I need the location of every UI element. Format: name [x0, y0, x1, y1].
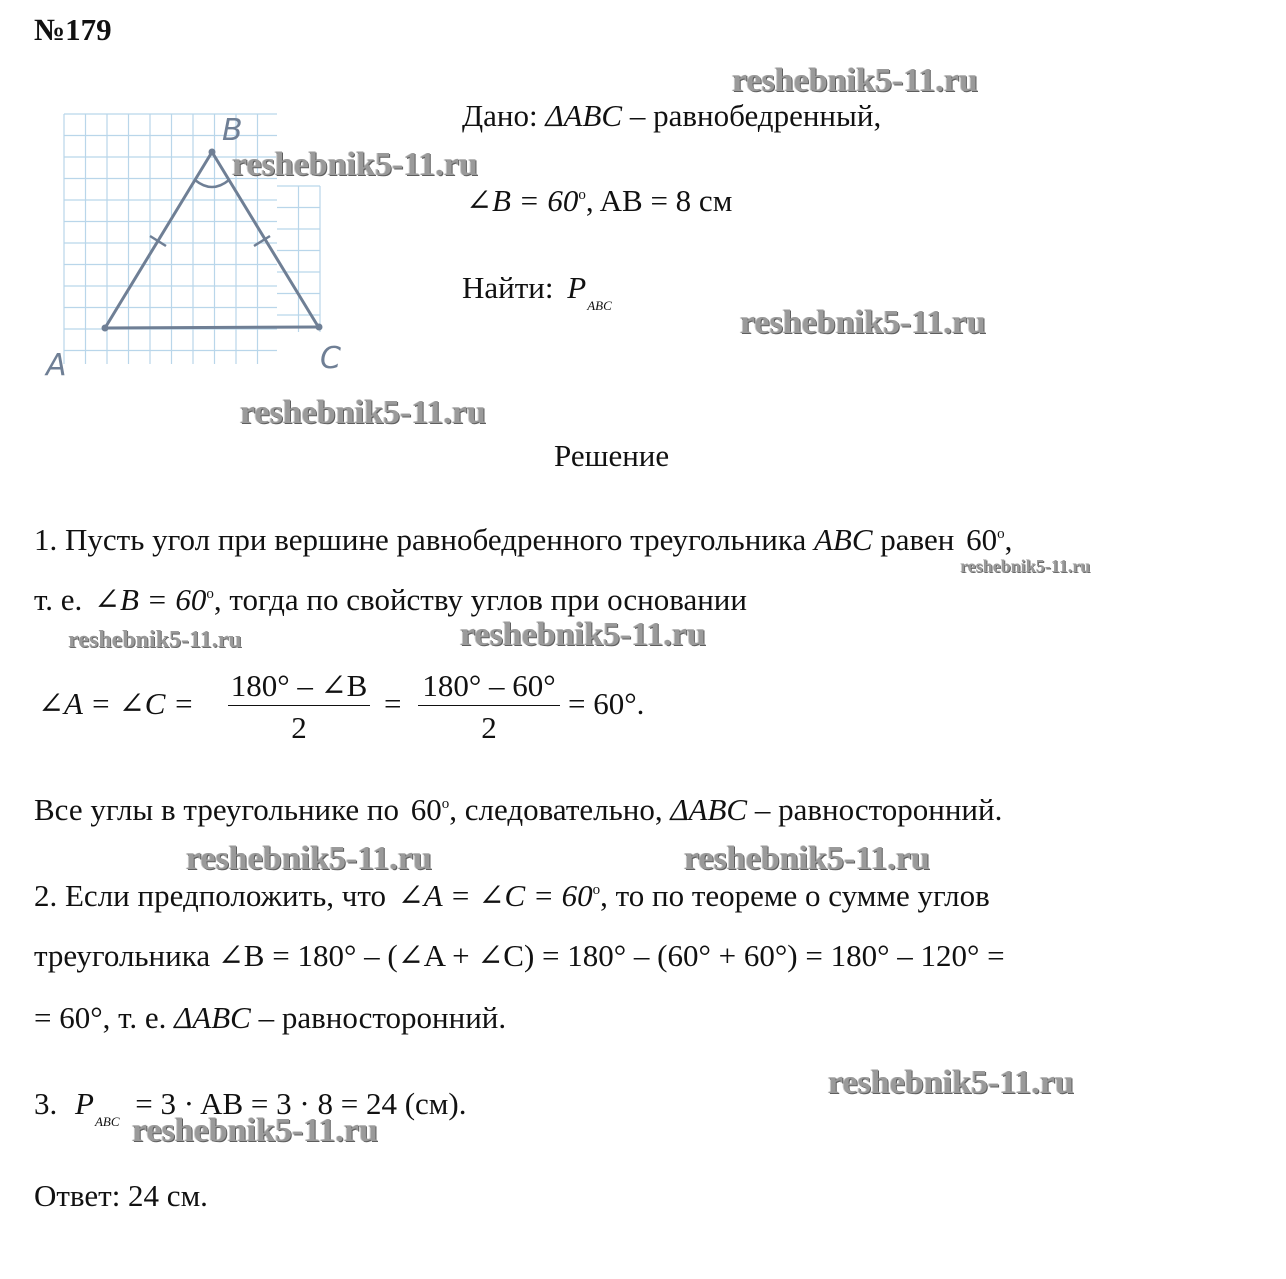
watermark: reshebnik5-11.ru [960, 556, 1091, 576]
conclusion1-triangle: ΔABC [670, 792, 748, 827]
watermark: reshebnik5-11.ru [460, 616, 706, 653]
step2-line1: 2. Если предположить, что ∠A = ∠C = $60^o$, то по теореме о сумме углов [34, 878, 990, 913]
fraction-2-denominator: 2 [481, 710, 497, 745]
step2-equilateral: – равносторонний. [258, 1000, 507, 1035]
conclusion1: Все углы в треугольнике по 60$^o$, следовательно, ΔABC – равносторонний. [34, 792, 1003, 827]
watermark: reshebnik5-11.ru [740, 304, 986, 341]
step3-number: 3. [34, 1086, 58, 1121]
step2-triangle: ΔABC [174, 1000, 251, 1035]
tick-ab [150, 236, 166, 246]
watermark: reshebnik5-11.ru [186, 840, 432, 877]
step1-text: 1. Пусть угол при вершине равнобедренного треугольника [34, 522, 807, 557]
watermark: reshebnik5-11.ru [828, 1064, 1074, 1101]
step1-triangle: ABC [813, 522, 873, 557]
vertex-dot-c [316, 324, 323, 331]
solution-title: Решение [554, 438, 670, 473]
step3-perimeter-sub: ABC [94, 1114, 120, 1129]
watermark: reshebnik5-11.ru [732, 62, 978, 99]
side-ac [105, 327, 319, 328]
fraction-2 [418, 670, 560, 743]
problem-number: №179 [34, 12, 112, 47]
fraction-1-numerator: 180° – ∠B [230, 668, 368, 703]
given-ab: , AB = 8 см [585, 183, 733, 218]
given-line-1 [462, 100, 881, 131]
triangle-figure [42, 100, 372, 390]
eq-mid: = [384, 686, 402, 721]
conclusion1-degree: 60 [410, 792, 442, 827]
step2-line2: треугольника ∠B = 180° – (∠A + ∠C) = 180° – (60° + 60°) = 180° – 120° = [34, 938, 1005, 973]
step1-angle-b: ∠B = 60 [93, 582, 207, 617]
vertex-label-a: A [46, 348, 67, 383]
find-perimeter: P [567, 270, 587, 305]
conclusion1-equilateral: – равносторонний. [754, 792, 1003, 827]
fraction-2-numerator: 180° – 60° [422, 668, 556, 703]
fraction-1 [228, 670, 370, 743]
step2-line3 [34, 1002, 506, 1033]
step3-calculation: = 3 · AB = 3 · 8 = 24 (см). [135, 1086, 467, 1121]
step1-comma: , [1004, 522, 1013, 557]
given-triangle: ΔABC [545, 98, 623, 133]
find-label: Найти: [462, 270, 554, 305]
given-label: Дано: [462, 98, 538, 133]
angle-arc-b [195, 180, 229, 187]
step1-property-text: , тогда по свойству углов при основании [213, 582, 747, 617]
step2-text: 2. Если предположить, что [34, 878, 387, 913]
conclusion1-therefore: , следовательно, [449, 792, 663, 827]
watermark: reshebnik5-11.ru [68, 627, 242, 653]
vertex-dot-a [102, 325, 109, 332]
step1-ie: т. е. [34, 582, 83, 617]
step3-perimeter: P [75, 1086, 94, 1121]
eq-right: = 60°. [568, 686, 645, 721]
conclusion1-text: Все углы в треугольнике по [34, 792, 400, 827]
watermark: reshebnik5-11.ru [132, 1112, 378, 1149]
step1-line1: 1. Пусть угол при вершине равнобедренного треугольника ABC равен 60$^o$, [34, 522, 1013, 557]
watermark: reshebnik5-11.ru [240, 394, 486, 431]
step1-line2: т. е. ∠B = $60^o$, тогда по свойству углов при основании [34, 582, 747, 617]
step2-result: = 60°, т. е. [34, 1000, 167, 1035]
vertex-dot-b [209, 149, 216, 156]
find-line [462, 272, 612, 312]
step1-degree-value: 60 [966, 522, 998, 557]
eq-left: ∠A = ∠C = [38, 686, 195, 721]
vertex-label-c: C [320, 341, 341, 376]
watermark: reshebnik5-11.ru [684, 840, 930, 877]
answer: Ответ: 24 см. [34, 1178, 208, 1213]
step2-angles: ∠A = ∠C = 60 [397, 878, 593, 913]
fraction-1-denominator: 2 [291, 710, 307, 745]
given-line-2: ∠B = $60^o$, AB = 8 см [466, 183, 733, 218]
watermark: reshebnik5-11.ru [232, 146, 478, 183]
step3-line [34, 1088, 466, 1128]
step2-theorem-text: , то по теореме о сумме углов [600, 878, 990, 913]
given-isosceles: – равнобедренный, [629, 98, 882, 133]
step1-text-equals: равен [880, 522, 955, 557]
find-perimeter-sub: ABC [587, 298, 612, 313]
vertex-label-b: B [222, 113, 243, 148]
given-angle-b: ∠B = 60 [466, 183, 579, 218]
